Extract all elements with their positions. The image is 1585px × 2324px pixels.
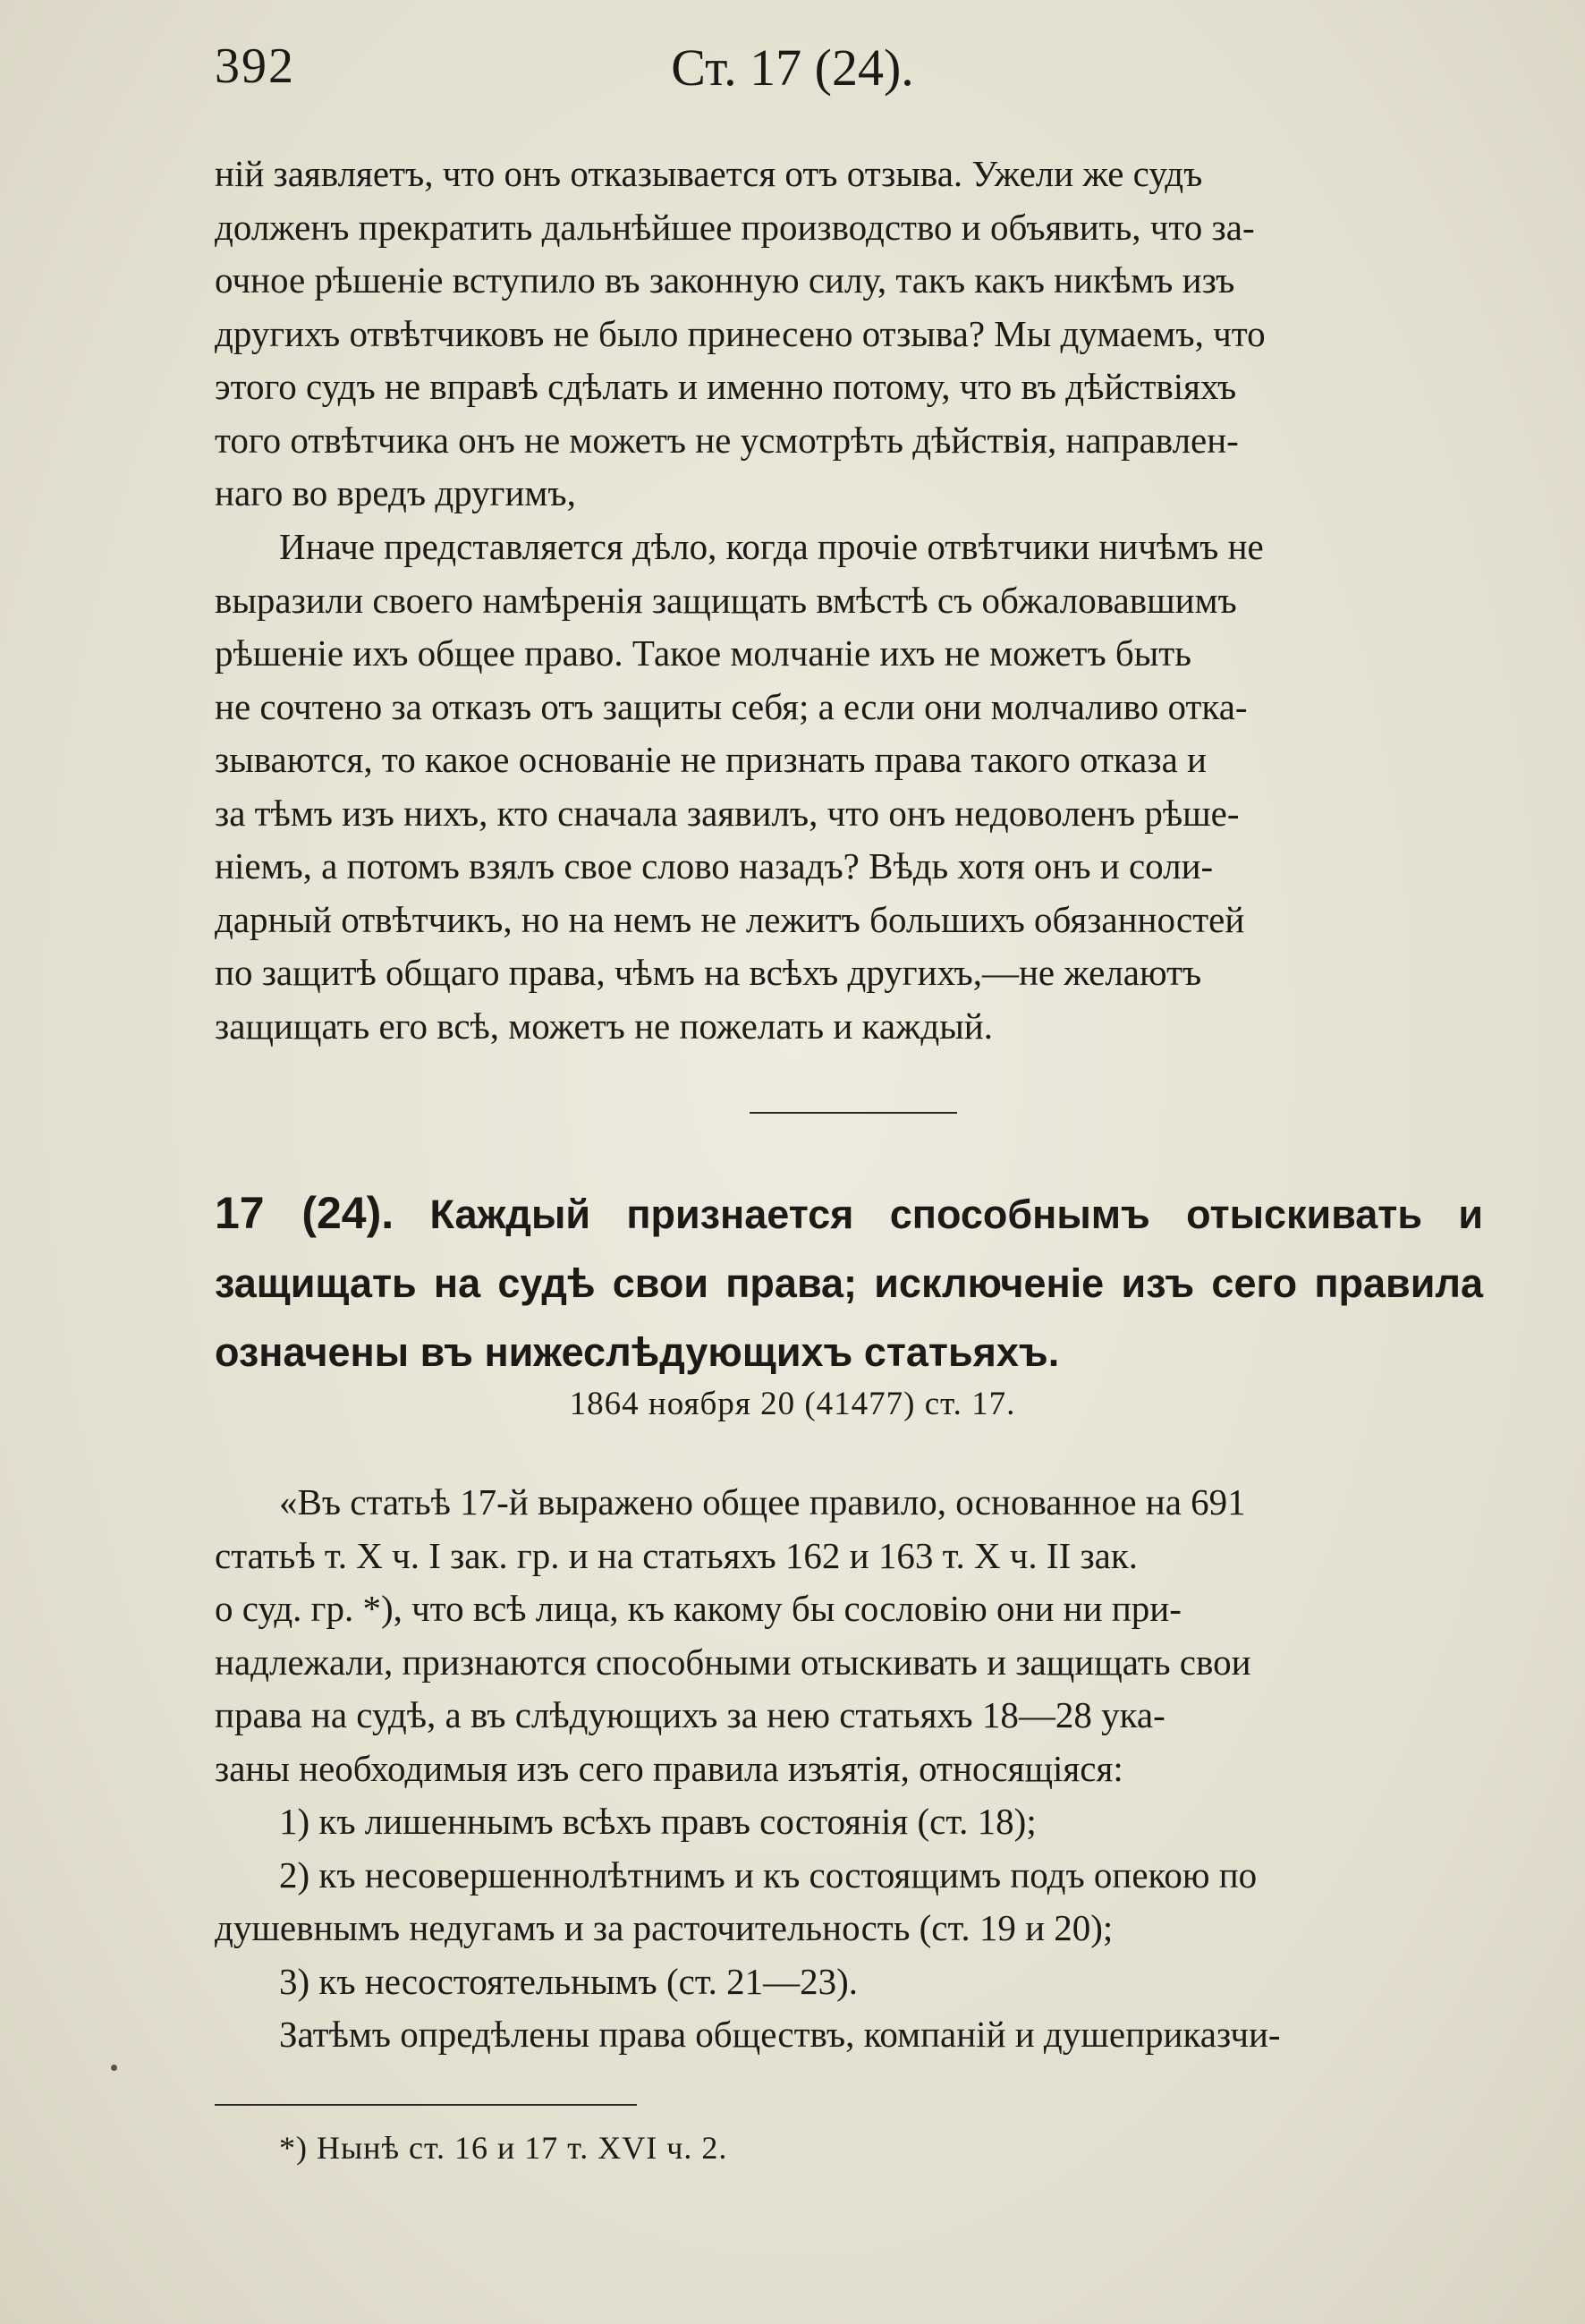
text-line: другихъ отвѣтчиковъ не было принесено отзыва? Мы думаемъ, что — [215, 312, 1266, 354]
ink-speck — [111, 2065, 117, 2071]
footnote: *) Нынѣ ст. 16 и 17 т. XVI ч. 2. — [279, 2130, 728, 2166]
text-line: этого судъ не вправѣ сдѣлать и именно потому, что въ дѣйствіяхъ — [215, 366, 1237, 407]
text-line: ніемъ, а потомъ взялъ свое слово назадъ? Вѣдь хотя онъ и соли- — [215, 845, 1214, 886]
text-line: за тѣмъ изъ нихъ, кто сначала заявилъ, что онъ недоволенъ рѣше- — [215, 792, 1240, 834]
text-line: выразили своего намѣренія защищать вмѣстѣ съ обжаловавшимъ — [215, 579, 1237, 621]
text-line: «Въ статьѣ 17-й выражено общее правило, основанное на 691 — [279, 1481, 1246, 1522]
second-paragraph — [215, 521, 1483, 1053]
text-line: права на судѣ, а въ слѣдующихъ за нею статьяхъ 18—28 ука- — [215, 1694, 1165, 1735]
article-heading — [215, 1179, 1483, 1387]
text-line: рѣшеніе ихъ общее право. Такое молчаніе ихъ не можетъ быть — [215, 632, 1191, 674]
running-title: Ст. 17 (24). — [671, 38, 914, 97]
text-line: защищать его всѣ, можетъ не пожелать и каждый. — [215, 1005, 993, 1047]
footnote-rule — [215, 2104, 637, 2106]
section-divider — [750, 1112, 957, 1114]
text-line: дарный отвѣтчикъ, но на немъ не лежитъ большихъ обязанностей — [215, 898, 1245, 940]
text-line: надлежали, признаются способными отыскивать и защищать свои — [215, 1641, 1251, 1683]
page-header — [0, 38, 1585, 118]
intro-paragraph — [215, 148, 1483, 521]
article-citation: 1864 ноября 20 (41477) ст. 17. — [569, 1386, 1016, 1422]
text-line: заны необходимыя изъ сего правила изъятія, относящіяся: — [215, 1747, 1123, 1789]
text-line: долженъ прекратить дальнѣйшее производство и объявить, что за- — [215, 206, 1255, 248]
list-item: 2) къ несовершеннолѣтнимъ и къ состоящимъ подъ опекою по — [279, 1853, 1258, 1896]
list-item-continuation: душевнымъ недугамъ и за расточительность (ст. 19 и 20); — [215, 1907, 1114, 1948]
commentary — [215, 1476, 1483, 2062]
text-line: по защитѣ общаго права, чѣмъ на всѣхъ другихъ,—не желаютъ — [215, 952, 1202, 993]
text-line: зываются, то какое основаніе не признать права такого отказа и — [215, 739, 1207, 780]
text-line: не сочтено за отказъ отъ защиты себя; а если они молчаливо отка- — [215, 685, 1248, 727]
text-line: статьѣ т. X ч. I зак. гр. и на статьяхъ 162 и 163 т. X ч. II зак. — [215, 1534, 1139, 1576]
text-line: того отвѣтчика онъ не можетъ не усмотрѣть дѣйствія, направлен- — [215, 419, 1239, 461]
text-line: наго во вредъ другимъ, — [215, 472, 576, 513]
list-item: 1) къ лишеннымъ всѣхъ правъ состоянія (ст. 18); — [279, 1801, 1037, 1842]
text-line: о суд. гр. *), что всѣ лица, къ какому бы сословію они ни при- — [215, 1588, 1182, 1629]
text-line: ній заявляетъ, что онъ отказывается отъ отзыва. Ужели же судъ — [215, 153, 1203, 194]
text-line: Иначе представляется дѣло, когда прочіе отвѣтчики ничѣмъ не — [279, 526, 1264, 567]
text-line: Затѣмъ опредѣлены права обществъ, компаній и душеприказчи- — [279, 2014, 1281, 2055]
article-text: Каждый признается способнымъ отыскивать и защищать на судѣ свои права; исключеніе изъ сего правила означены въ нижеслѣдующихъ статьяхъ. — [215, 1192, 1483, 1375]
list-item: 3) къ несостоятельнымъ (ст. 21—23). — [279, 1960, 859, 2002]
article-number: 17 (24). — [215, 1188, 394, 1238]
text-line: очное рѣшеніе вступило въ законную силу, такъ какъ никѣмъ изъ — [215, 259, 1235, 301]
page-number: 392 — [215, 38, 295, 94]
